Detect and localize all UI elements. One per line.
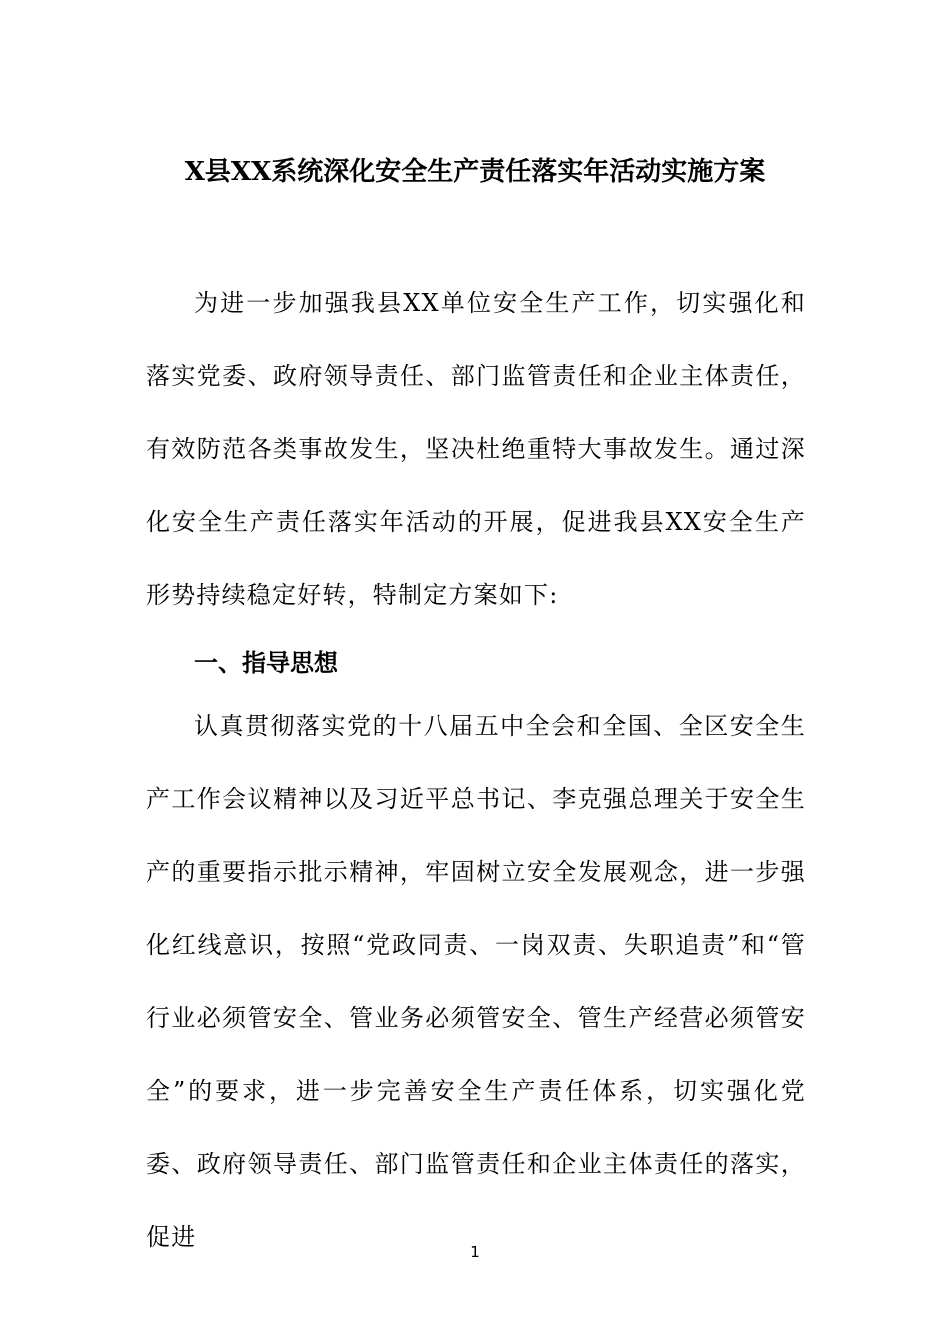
document-title: X县XX系统深化安全生产责任落实年活动实施方案 bbox=[184, 157, 766, 187]
section-heading-guiding-ideology: 一、指导思想 bbox=[194, 649, 338, 677]
intro-paragraph: 为进一步加强我县XX单位安全生产工作，切实强化和落实党委、政府领导责任、部门监管责任和企业主体责任，有效防范各类事故发生，坚决杜绝重特大事故发生。通过深化安全生产责任落实年活动的开展，促进我县XX安全生产形势持续稳定好转，特制定方案如下: bbox=[146, 289, 806, 609]
page-number: 1 bbox=[470, 1243, 480, 1261]
section-paragraph-guiding-ideology: 认真贯彻落实党的十八届五中全会和全国、全区安全生产工作会议精神以及习近平总书记、李克强总理关于安全生产的重要指示批示精神，牢固树立安全发展观念，进一步强化红线意识，按照“党政同责、一岗双责、失职追责”和“管行业必须管安全、管业务必须管安全、管生产经营必须管安全”的要求，进一步完善安全生产责任体系，切实强化党委、政府领导责任、部门监管责任和企业主体责任的落实，促进 bbox=[146, 712, 806, 1251]
